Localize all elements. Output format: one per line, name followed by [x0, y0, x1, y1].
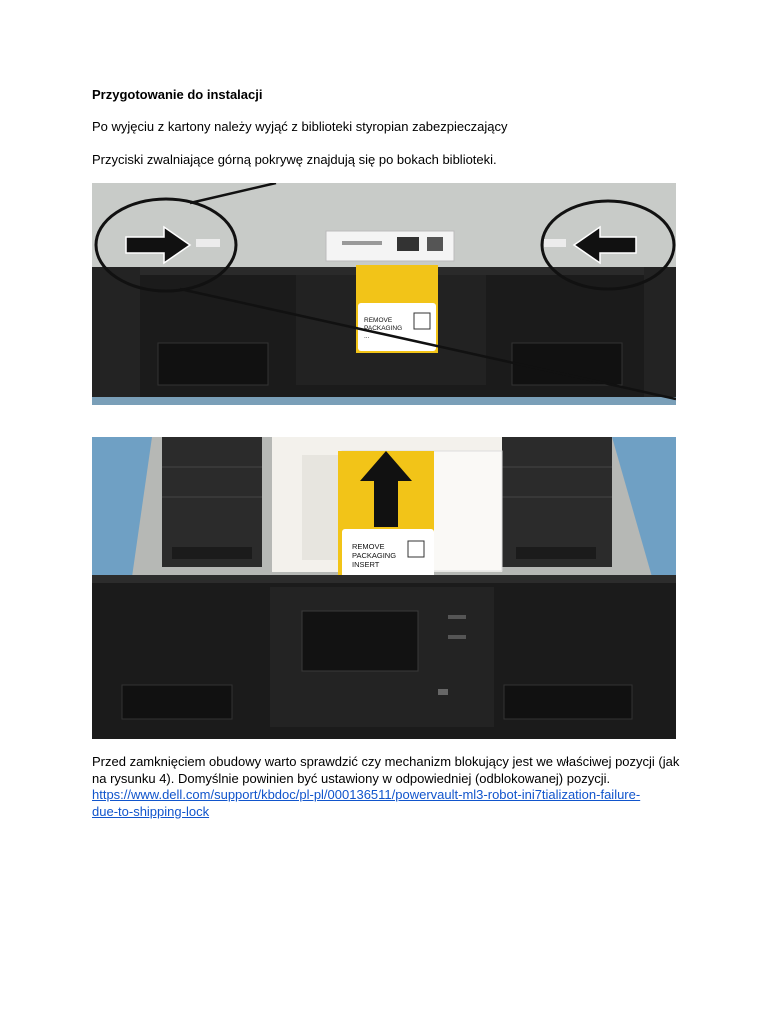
- insert-label-line-3: INSERT: [352, 560, 380, 569]
- paragraph-locking-mechanism: [92, 754, 682, 820]
- label-text-line-3: ...: [364, 333, 370, 340]
- dell-support-link-continued[interactable]: [92, 804, 682, 821]
- document-heading: Przygotowanie do instalacji: [92, 87, 263, 102]
- link-line-1[interactable]: https://www.dell.com/support/kbdoc/pl-pl/000136511/powervault-ml3-robot-ini7tialization-failure-: [92, 787, 641, 802]
- insert-label-line-2: PACKAGING: [352, 551, 397, 560]
- dell-support-link[interactable]: [92, 787, 682, 804]
- photo-release-buttons: [92, 183, 676, 405]
- paragraph-line-2: na rysunku 4). Domyślnie powinien być ustawiony w odpowiedniej (odblokowanej) pozycji.: [92, 770, 611, 786]
- paragraph-line-1: Przed zamknięciem obudowy warto sprawdzić czy mechanizm blokujący jest we właściwej pozycji (jak: [92, 754, 680, 769]
- release-buttons-illustration: [92, 183, 676, 405]
- paragraph-release-buttons: Przyciski zwalniające górną pokrywę znajdują się po bokach biblioteki.: [92, 152, 497, 167]
- label-text-line-1: REMOVE: [364, 317, 393, 324]
- packaging-insert-illustration: [92, 437, 676, 739]
- insert-label-line-1: REMOVE: [352, 542, 385, 551]
- link-line-2[interactable]: due-to-shipping-lock: [92, 803, 210, 819]
- paragraph-remove-styrofoam: Po wyjęciu z kartony należy wyjąć z biblioteki styropian zabezpieczający: [92, 119, 508, 134]
- label-text-line-2: PACKAGING: [364, 325, 403, 332]
- photo-packaging-insert: [92, 437, 676, 739]
